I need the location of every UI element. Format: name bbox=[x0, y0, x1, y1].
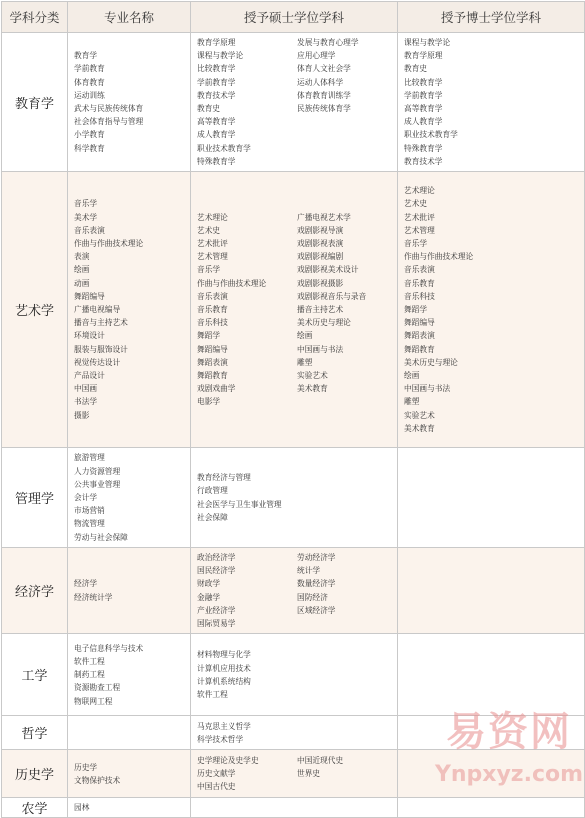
master-columns bbox=[191, 208, 397, 412]
subject-item: 舞蹈编导 bbox=[404, 318, 435, 328]
category-cell: 经济学 bbox=[2, 548, 68, 634]
subject-item: 播音与主持艺术 bbox=[74, 318, 128, 328]
subject-item: 绘画 bbox=[404, 370, 420, 380]
category-cell: 哲学 bbox=[2, 716, 68, 750]
subject-item: 金融学 bbox=[197, 592, 221, 602]
table-row bbox=[2, 172, 585, 448]
master-cell bbox=[191, 716, 398, 750]
subject-item: 实验艺术 bbox=[404, 410, 435, 420]
subject-item: 比较教育学 bbox=[404, 77, 443, 87]
subject-item: 发展与教育心理学 bbox=[297, 38, 359, 47]
master-cell bbox=[191, 448, 398, 548]
subject-item: 教育学 bbox=[74, 51, 98, 61]
subject-item: 艺术理论 bbox=[197, 212, 228, 222]
subject-item: 计算机系统结构 bbox=[197, 676, 251, 686]
subject-item: 视觉传达设计 bbox=[74, 357, 121, 367]
subject-item: 舞蹈编导 bbox=[74, 291, 105, 301]
subject-item: 教育学原理 bbox=[197, 38, 236, 47]
table-row bbox=[2, 548, 585, 634]
subject-list bbox=[191, 717, 397, 749]
subject-list bbox=[68, 46, 190, 158]
subject-item: 成人教育学 bbox=[404, 117, 443, 127]
subject-list bbox=[68, 639, 190, 711]
subject-item: 音乐科技 bbox=[404, 291, 435, 301]
subject-item: 物流管理 bbox=[74, 519, 105, 529]
subject-list bbox=[68, 798, 190, 817]
category-cell: 教育学 bbox=[2, 33, 68, 172]
watermark-text-cn: 易资网 bbox=[446, 709, 572, 755]
subject-item: 音乐表演 bbox=[74, 225, 105, 235]
subject-item: 特殊教育学 bbox=[404, 143, 443, 153]
subject-item: 历史学 bbox=[74, 762, 98, 772]
subject-item: 园林 bbox=[74, 803, 90, 813]
subject-item: 国际贸易学 bbox=[197, 619, 236, 629]
subject-list bbox=[297, 548, 397, 633]
subject-item: 播音主持艺术 bbox=[297, 304, 344, 314]
subject-item: 音乐表演 bbox=[404, 265, 435, 275]
subject-item: 舞蹈编导 bbox=[197, 344, 228, 354]
subject-item: 体育人文社会学 bbox=[297, 64, 351, 74]
subject-item: 广播电视编导 bbox=[74, 304, 121, 314]
subject-item: 成人教育学 bbox=[197, 130, 236, 140]
subject-item: 中国近现代史 bbox=[297, 755, 344, 765]
master-columns bbox=[191, 645, 397, 704]
subject-item: 音乐教育 bbox=[404, 278, 435, 288]
subject-item: 学前教育学 bbox=[197, 77, 236, 87]
subject-item: 书法学 bbox=[74, 397, 98, 407]
subject-item: 资源勘查工程 bbox=[74, 683, 121, 693]
subject-item: 舞蹈表演 bbox=[197, 357, 228, 367]
subject-item: 中国画 bbox=[74, 384, 98, 394]
master-cell bbox=[191, 750, 398, 798]
subject-item: 雕塑 bbox=[404, 397, 420, 407]
subject-item: 舞蹈学 bbox=[197, 331, 221, 341]
subject-item: 美术教育 bbox=[297, 384, 328, 394]
subject-item: 戏剧影视表演 bbox=[297, 238, 344, 248]
subject-list bbox=[398, 181, 584, 438]
subject-item: 课程与教学论 bbox=[404, 38, 451, 47]
subject-list bbox=[398, 805, 584, 811]
master-cell bbox=[191, 548, 398, 634]
subject-item: 电子信息科学与技术 bbox=[74, 643, 144, 653]
subject-item: 广播电视艺术学 bbox=[297, 212, 351, 222]
subject-list bbox=[191, 751, 297, 797]
subject-item: 作曲与作曲技术理论 bbox=[197, 278, 267, 288]
subject-item: 作曲与作曲技术理论 bbox=[404, 252, 474, 262]
master-columns bbox=[191, 33, 397, 171]
category-cell: 管理学 bbox=[2, 448, 68, 548]
subject-item: 课程与教学论 bbox=[197, 51, 244, 61]
subject-item: 美术教育 bbox=[404, 423, 435, 433]
category-cell: 农学 bbox=[2, 798, 68, 818]
subject-item: 绘画 bbox=[74, 265, 90, 275]
subject-item: 舞蹈教育 bbox=[404, 344, 435, 354]
table-row bbox=[2, 798, 585, 818]
major-cell bbox=[68, 798, 191, 818]
subject-item: 劳动经济学 bbox=[297, 553, 336, 563]
subject-list bbox=[191, 33, 297, 171]
major-cell bbox=[68, 548, 191, 634]
subject-item: 戏剧影视摄影 bbox=[297, 278, 344, 288]
master-cell bbox=[191, 172, 398, 448]
subject-item: 应用心理学 bbox=[297, 51, 336, 61]
subject-item: 教育技术学 bbox=[197, 90, 236, 100]
subject-item: 职业技术教育学 bbox=[404, 130, 458, 140]
table-row bbox=[2, 750, 585, 798]
subject-item: 音乐学 bbox=[404, 238, 428, 248]
subject-item: 体育教育训练学 bbox=[297, 90, 351, 100]
major-cell bbox=[68, 33, 191, 172]
subject-item: 区域经济学 bbox=[297, 605, 336, 615]
subject-list bbox=[191, 548, 297, 633]
subject-item: 特殊教育学 bbox=[197, 156, 236, 166]
subject-item: 历史文献学 bbox=[197, 769, 236, 779]
subject-item: 高等教育学 bbox=[404, 104, 443, 114]
subject-item: 表演 bbox=[74, 252, 90, 262]
major-cell bbox=[68, 716, 191, 750]
subject-item: 舞蹈教育 bbox=[197, 370, 228, 380]
subject-item: 实验艺术 bbox=[297, 370, 328, 380]
major-cell bbox=[68, 750, 191, 798]
subject-item: 史学理论及史学史 bbox=[197, 755, 259, 765]
subject-item: 音乐表演 bbox=[197, 291, 228, 301]
master-columns bbox=[191, 717, 397, 749]
doctor-cell bbox=[398, 172, 585, 448]
master-columns bbox=[191, 805, 397, 811]
subject-item: 制药工程 bbox=[74, 670, 105, 680]
subject-item: 运动人体科学 bbox=[297, 77, 344, 87]
table-row bbox=[2, 716, 585, 750]
subject-list bbox=[191, 208, 297, 412]
subject-item: 环境设计 bbox=[74, 331, 105, 341]
doctor-cell bbox=[398, 716, 585, 750]
subject-list bbox=[398, 495, 584, 501]
doctor-cell bbox=[398, 548, 585, 634]
category-cell: 艺术学 bbox=[2, 172, 68, 448]
category-cell: 历史学 bbox=[2, 750, 68, 798]
subject-item: 物联网工程 bbox=[74, 696, 113, 706]
subject-item: 艺术史 bbox=[197, 225, 221, 235]
subject-item: 产业经济学 bbox=[197, 605, 236, 615]
subject-item: 文物保护技术 bbox=[74, 775, 121, 785]
subject-list bbox=[398, 588, 584, 594]
subject-item: 教育经济与管理 bbox=[197, 473, 251, 483]
subject-item: 教育技术学 bbox=[404, 156, 443, 166]
subject-item: 统计学 bbox=[297, 566, 321, 576]
subject-list bbox=[398, 672, 584, 678]
subject-item: 计算机应用技术 bbox=[197, 663, 251, 673]
subject-item: 会计学 bbox=[74, 492, 98, 502]
doctor-cell bbox=[398, 798, 585, 818]
subject-list bbox=[68, 730, 190, 736]
subject-item: 中国画与书法 bbox=[404, 384, 451, 394]
subject-item: 旅游管理 bbox=[74, 453, 105, 463]
subject-item: 艺术批评 bbox=[404, 212, 435, 222]
category-cell: 工学 bbox=[2, 634, 68, 716]
table-body bbox=[2, 33, 585, 818]
subject-item: 科学教育 bbox=[74, 143, 105, 153]
master-cell bbox=[191, 798, 398, 818]
subject-item: 教育史 bbox=[404, 64, 428, 74]
table-row bbox=[2, 634, 585, 716]
subject-list bbox=[191, 805, 397, 811]
subject-item: 学前教育 bbox=[74, 64, 105, 74]
subject-list bbox=[398, 33, 584, 171]
subject-item: 戏剧影视美术设计 bbox=[297, 265, 359, 275]
subject-item: 艺术理论 bbox=[404, 186, 435, 196]
subject-item: 动画 bbox=[74, 278, 90, 288]
subject-item: 软件工程 bbox=[197, 689, 228, 699]
subject-item: 艺术管理 bbox=[197, 252, 228, 262]
subject-item: 软件工程 bbox=[74, 656, 105, 666]
subject-item: 武术与民族传统体育 bbox=[74, 104, 144, 114]
subject-item: 戏剧影视音乐与录音 bbox=[297, 291, 367, 301]
subject-list bbox=[68, 194, 190, 424]
subject-item: 音乐教育 bbox=[197, 304, 228, 314]
doctor-cell bbox=[398, 33, 585, 172]
subject-item: 服装与服饰设计 bbox=[74, 344, 128, 354]
subject-item: 中国古代史 bbox=[197, 782, 236, 792]
subject-item: 艺术史 bbox=[404, 199, 428, 209]
major-cell bbox=[68, 634, 191, 716]
subject-item: 学前教育学 bbox=[404, 90, 443, 100]
subject-item: 财政学 bbox=[197, 579, 221, 589]
subject-item: 国民经济学 bbox=[197, 566, 236, 576]
subject-item: 社会体育指导与管理 bbox=[74, 117, 144, 127]
subject-item: 体育教育 bbox=[74, 77, 105, 87]
subject-item: 数量经济学 bbox=[297, 579, 336, 589]
major-cell bbox=[68, 172, 191, 448]
subject-item: 政治经济学 bbox=[197, 553, 236, 563]
header-doctor: 授予博士学位学科 bbox=[398, 2, 585, 33]
subject-item: 舞蹈学 bbox=[404, 304, 428, 314]
subject-item: 电影学 bbox=[197, 397, 221, 407]
subject-item: 摄影 bbox=[74, 410, 90, 420]
subject-item: 美术历史与理论 bbox=[297, 318, 351, 328]
subject-item: 小学教育 bbox=[74, 130, 105, 140]
subject-item: 材料物理与化学 bbox=[197, 650, 251, 660]
header-category: 学科分类 bbox=[2, 2, 68, 33]
subject-item: 行政管理 bbox=[197, 486, 228, 496]
subject-item: 产品设计 bbox=[74, 370, 105, 380]
subject-item: 比较教育学 bbox=[197, 64, 236, 74]
subject-item: 艺术管理 bbox=[404, 225, 435, 235]
subject-item: 世界史 bbox=[297, 769, 321, 779]
subject-item: 绘画 bbox=[297, 331, 313, 341]
table-row bbox=[2, 33, 585, 172]
master-columns bbox=[191, 548, 397, 633]
subject-item: 音乐学 bbox=[197, 265, 221, 275]
header-master: 授予硕士学位学科 bbox=[191, 2, 398, 33]
subject-list bbox=[68, 574, 190, 606]
subject-list bbox=[191, 468, 397, 527]
doctor-cell bbox=[398, 634, 585, 716]
subject-item: 马克思主义哲学 bbox=[197, 721, 251, 731]
subject-list bbox=[398, 771, 584, 777]
discipline-table bbox=[1, 1, 585, 818]
subject-item: 经济统计学 bbox=[74, 592, 113, 602]
subject-item: 雕塑 bbox=[297, 357, 313, 367]
subject-item: 社会保障 bbox=[197, 512, 228, 522]
subject-item: 劳动与社会保障 bbox=[74, 532, 128, 542]
subject-item: 教育史 bbox=[197, 104, 221, 114]
subject-item: 市场营销 bbox=[74, 506, 105, 516]
subject-item: 舞蹈表演 bbox=[404, 331, 435, 341]
subject-item: 音乐科技 bbox=[197, 318, 228, 328]
subject-item: 戏剧影视编剧 bbox=[297, 252, 344, 262]
master-cell bbox=[191, 634, 398, 716]
subject-item: 国防经济 bbox=[297, 592, 328, 602]
subject-item: 美术学 bbox=[74, 212, 98, 222]
subject-item: 艺术批评 bbox=[197, 238, 228, 248]
subject-item: 教育学原理 bbox=[404, 51, 443, 61]
subject-item: 运动训练 bbox=[74, 90, 105, 100]
subject-item: 职业技术教育学 bbox=[197, 143, 251, 153]
subject-item: 戏剧影视导演 bbox=[297, 225, 344, 235]
subject-list bbox=[68, 758, 190, 790]
subject-list bbox=[191, 645, 397, 704]
subject-item: 作曲与作曲技术理论 bbox=[74, 238, 144, 248]
doctor-cell bbox=[398, 750, 585, 798]
subject-item: 高等教育学 bbox=[197, 117, 236, 127]
subject-item: 人力资源管理 bbox=[74, 466, 121, 476]
header-major: 专业名称 bbox=[68, 2, 191, 33]
subject-list bbox=[68, 448, 190, 546]
master-columns bbox=[191, 468, 397, 527]
subject-item: 科学技术哲学 bbox=[197, 734, 244, 744]
subject-item: 戏剧戏曲学 bbox=[197, 384, 236, 394]
subject-item: 中国画与书法 bbox=[297, 344, 344, 354]
doctor-cell bbox=[398, 448, 585, 548]
subject-list bbox=[398, 730, 584, 736]
subject-list bbox=[297, 33, 397, 171]
master-cell bbox=[191, 33, 398, 172]
subject-item: 公共事业管理 bbox=[74, 479, 121, 489]
subject-list bbox=[297, 208, 397, 412]
subject-item: 音乐学 bbox=[74, 199, 98, 209]
subject-list bbox=[297, 751, 397, 797]
watermark-text-en: Ynpxyz.com bbox=[434, 762, 584, 787]
subject-item: 社会医学与卫生事业管理 bbox=[197, 499, 282, 509]
subject-item: 经济学 bbox=[74, 579, 98, 589]
table-row bbox=[2, 448, 585, 548]
subject-item: 民族传统体育学 bbox=[297, 104, 351, 114]
subject-item: 美术历史与理论 bbox=[404, 357, 458, 367]
table-header-row bbox=[2, 2, 585, 33]
major-cell bbox=[68, 448, 191, 548]
master-columns bbox=[191, 751, 397, 797]
